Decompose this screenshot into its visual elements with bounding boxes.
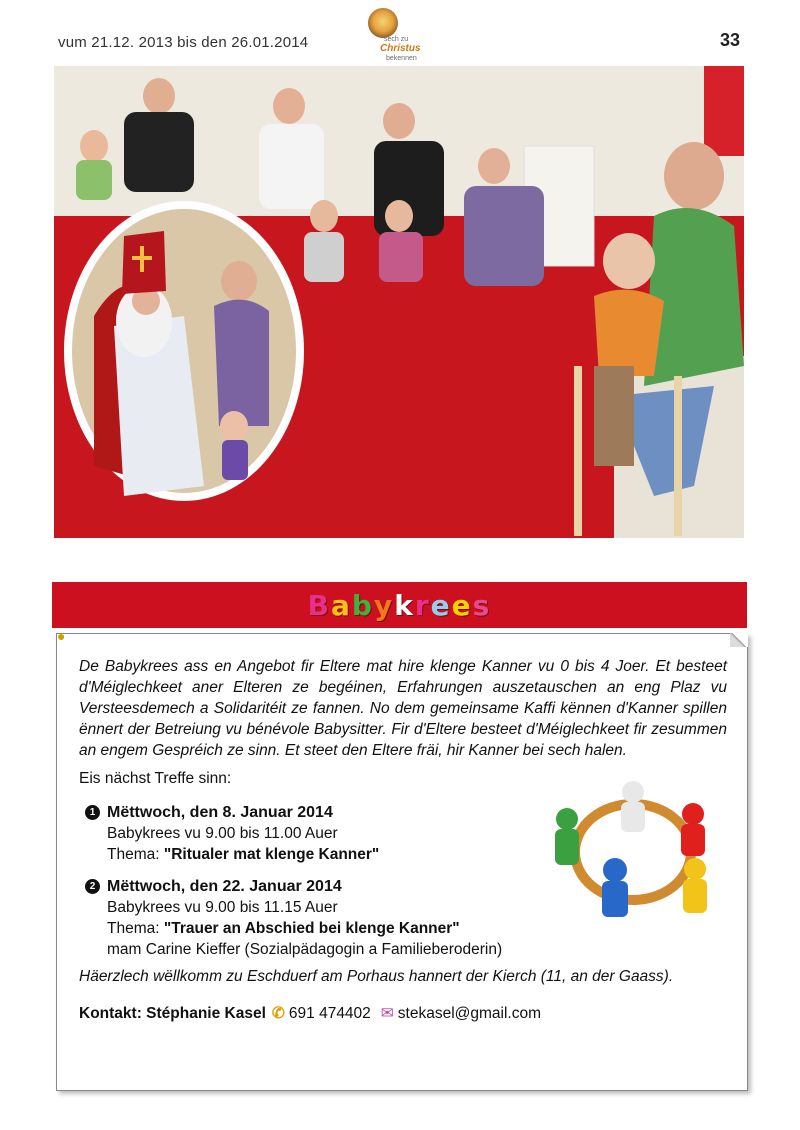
section-banner xyxy=(52,582,747,628)
contact-phone[interactable]: 691 474402 xyxy=(288,1005,371,1022)
meeting-speaker: mam Carine Kieffer (Sozialpädagogin a Familieberoderin) xyxy=(107,941,503,958)
email-icon: ✉ xyxy=(380,1005,394,1022)
meetings-lead: Eis nächst Treffe sinn: xyxy=(79,770,232,787)
meeting-theme-line xyxy=(107,844,379,865)
title-letter: e xyxy=(430,588,452,622)
page-fold-corner xyxy=(730,633,748,647)
logo-line-1: sech zu xyxy=(384,36,409,43)
meeting-date: Mëttwoch, den 8. Januar 2014 xyxy=(107,804,333,821)
number-bullet-icon: 2 xyxy=(85,879,100,894)
pin-icon: ● xyxy=(57,628,66,644)
parish-logo xyxy=(362,8,422,64)
title-letter: a xyxy=(331,588,352,622)
logo-line-3: bekennen xyxy=(386,55,417,62)
meeting-time: Babykrees vu 9.00 bis 11.00 Auer xyxy=(107,825,338,842)
meeting-time: Babykrees vu 9.00 bis 11.15 Auer xyxy=(107,899,338,916)
meeting-theme: "Trauer an Abschied bei klenge Kanner" xyxy=(163,920,460,937)
title-letter: B xyxy=(307,588,331,622)
intro-paragraph: De Babykrees ass en Angebot fir Eltere mat hire klenge Kanner vu 0 bis 4 Joer. Et besteet d'Méiglechkeet aner Elteren ze begéinen, Erfahrungen auszetauschen an eng Plaz vu Versteesdemech a Solidaritéit ze fannen. No dem gemeinsame Kaffi kënnen d'Kanner spillen ënnert der Betreiung vu bénévole Babysitter. Fir d'Eltere besteet d'Méiglechkeet fir zesummen an engem Gespréich ze sinn. Et steet den Eltere fräi, hir Kanner bei sech halen. xyxy=(79,658,727,759)
welcome-text: Häerzlech wëllkomm zu Eschduerf am Porhaus hannert der Kierch (11, an der Gaass). xyxy=(79,968,674,985)
title-letter: r xyxy=(414,588,431,622)
contact-email[interactable]: stekasel@gmail.com xyxy=(397,1005,542,1022)
meeting-item xyxy=(89,876,503,960)
group-photo xyxy=(54,66,744,538)
info-card xyxy=(56,628,748,1091)
theme-prefix: Thema: xyxy=(107,920,164,937)
title-letter: e xyxy=(451,588,473,622)
title-letter: k xyxy=(394,588,415,622)
section-title xyxy=(308,589,492,622)
page-number: 33 xyxy=(719,30,740,50)
theme-prefix: Thema: xyxy=(107,846,164,863)
contact-line xyxy=(79,1004,541,1023)
phone-icon: ✆ xyxy=(271,1005,285,1022)
contact-label: Kontakt: Stéphanie Kasel xyxy=(79,1005,266,1022)
title-letter: s xyxy=(472,588,492,622)
header-date-range: vum 21.12. 2013 bis den 26.01.2014 xyxy=(58,34,309,51)
title-letter: b xyxy=(351,588,374,622)
logo-line-2: Christus xyxy=(380,43,421,54)
number-bullet-icon: 1 xyxy=(85,805,100,820)
meeting-theme-line xyxy=(107,918,502,939)
meeting-item xyxy=(89,802,380,865)
meeting-theme: "Ritualer mat klenge Kanner" xyxy=(163,846,380,863)
circle-of-figures-illustration xyxy=(545,774,720,924)
title-letter: y xyxy=(373,588,395,622)
logo-emblem-icon xyxy=(368,8,398,38)
meeting-date: Mëttwoch, den 22. Januar 2014 xyxy=(107,878,342,895)
